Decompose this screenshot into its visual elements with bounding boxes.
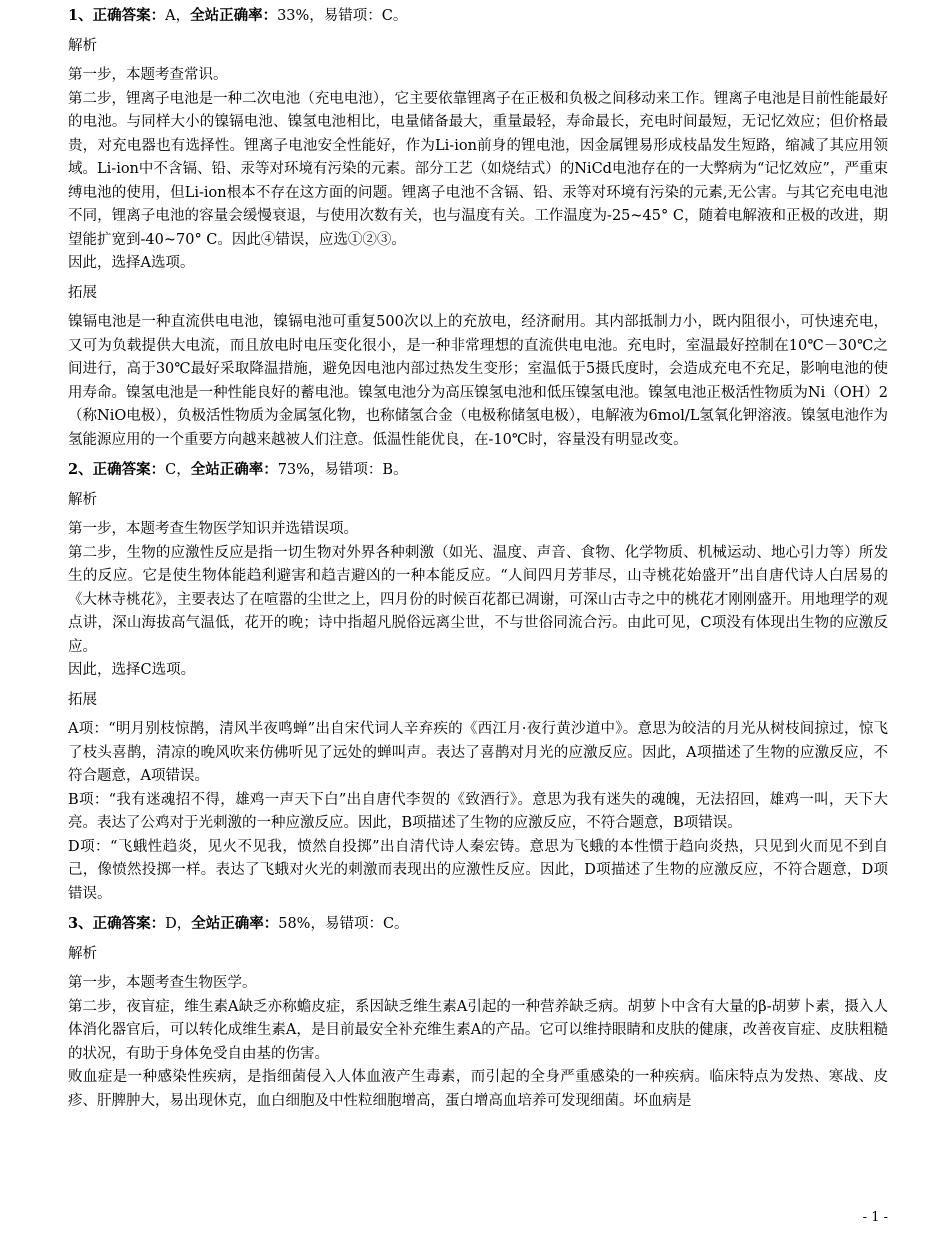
question-3: [68, 912, 888, 1113]
question-2: [68, 458, 888, 906]
analysis-paragraph: 败血症是一种感染性疾病，是指细菌侵入人体血液产生毒素，而引起的全身严重感染的一种疾病。临床特点为发热、寒战、皮疹、肝脾肿大，易出现休克，血白细胞及中性粒细胞增高，蛋白增高血培养可发现细菌。坏血病是: [68, 1069, 888, 1109]
answer-label: 正确答案：: [92, 915, 166, 932]
analysis-paragraph: 因此，选择A选项。: [68, 255, 195, 271]
extend-paragraph: B项：“我有迷魂招不得，雄鸡一声天下白”出自唐代李贺的《致酒行》。意思为我有迷失的魂魄，无法招回，雄鸡一叫，天下大亮。表达了公鸡对于光刺激的一种应激反应。因此，B项描述了生物的应激反应，不符合题意，B项错误。: [68, 791, 888, 831]
extend-heading: 拓展: [68, 691, 97, 708]
answer-line: [68, 4, 888, 29]
rate-value: 73%，易错项：B。: [277, 462, 408, 478]
rate-value: 33%，易错项：C。: [277, 8, 408, 24]
answer-label: 正确答案：: [92, 7, 166, 24]
analysis-paragraph: 因此，选择C选项。: [68, 662, 196, 678]
answer-value: A，: [165, 8, 191, 24]
question-1: [68, 4, 888, 452]
question-number: 3、: [68, 915, 93, 932]
analysis-paragraph: 第一步，本题考查常识。: [68, 67, 228, 83]
rate-label: 全站正确率：: [191, 915, 279, 932]
question-number: 1、: [68, 7, 93, 24]
analysis-paragraph: 第二步，夜盲症，维生素A缺乏亦称蟾皮症，系因缺乏维生素A引起的一种营养缺乏病。胡萝卜中含有大量的β-胡萝卜素，摄入人体消化器官后，可以转化成维生素A，是目前最安全补充维生素A的产品。它可以维持眼睛和皮肤的健康，改善夜盲症、皮肤粗糙的状况，有助于身体免受自由基的伤害。: [68, 998, 888, 1062]
rate-label: 全站正确率：: [190, 461, 278, 478]
analysis-paragraph: 第二步，锂离子电池是一种二次电池（充电电池），它主要依靠锂离子在正极和负极之间移动来工作。锂离子电池是目前性能最好的电池。与同样大小的镍镉电池、镍氢电池相比，电量储备最大，重量最轻，寿命最长，充电时间最短，无记忆效应；但价格最贵，对充电器也有选择性。锂离子电池安全性能好，作为Li-ion前身的锂电池，因金属锂易形成枝晶发生短路，缩减了其应用领域。Li-ion中不含镉、铅、汞等对环境有污染的元素。部分工艺（如烧结式）的NiCd电池存在的一大弊病为“记忆效应”，严重束缚电池的使用，但Li-ion根本不存在这方面的问题。锂离子电池不含镉、铅、汞等对环境有污染的元素,无公害。与其它充电电池不同，锂离子电池的容量会缓慢衰退，与使用次数有关，也与温度有关。工作温度为-25~45° C，随着电解液和正极的改进，期望能扩宽到-40~70° C。因此④错误，应选①②③。: [68, 90, 888, 248]
question-number: 2、: [68, 461, 93, 478]
rate-value: 58%，易错项：C。: [278, 916, 409, 932]
analysis-paragraph: 第一步，本题考查生物医学知识并选错误项。: [68, 521, 358, 537]
answer-label: 正确答案：: [92, 461, 166, 478]
answer-value: D，: [165, 916, 192, 932]
answer-value: C，: [165, 462, 191, 478]
extend-heading: 拓展: [68, 284, 97, 301]
analysis-heading: 解析: [68, 945, 97, 962]
extend-paragraph: D项：“飞蛾性趋炎，见火不见我，愤然自投掷”出自清代诗人秦宏铸。意思为飞蛾的本性惯于趋向炎热，只见到火而见不到自己，像愤然投掷一样。表达了飞蛾对火光的刺激而表现出的应激性反应。因此，D项描述了生物的应激反应，不符合题意，D项错误。: [68, 838, 888, 902]
analysis-heading: 解析: [68, 37, 97, 54]
analysis-paragraph: 第二步，生物的应激性反应是指一切生物对外界各种刺激（如光、温度、声音、食物、化学物质、机械运动、地心引力等）所发生的反应。它是使生物体能趋利避害和趋吉避凶的一种本能反应。“人间四月芳菲尽，山寺桃花始盛开”出自唐代诗人白居易的《大林寺桃花》，主要表达了在喧嚣的尘世之上，四月份的时候百花都已凋谢，可深山古寺之中的桃花才刚刚盛开。用地理学的观点讲，深山海拔高气温低，花开的晚；诗中指超凡脱俗远离尘世，不与世俗同流合污。由此可见，C项没有体现出生物的应激反应。: [68, 544, 888, 655]
extend-paragraph: 镍镉电池是一种直流供电电池，镍镉电池可重复500次以上的充放电，经济耐用。其内部抵制力小，既内阻很小，可快速充电，又可为负载提供大电流，而且放电时电压变化很小，是一种非常理想的直流供电电池。充电时，室温最好控制在10℃－30℃之间进行，高于30℃最好采取降温措施，避免因电池内部过热发生变形；室温低于5摄氏度时，会造成充电不充足，影响电池的使用寿命。镍氢电池是一种性能良好的蓄电池。镍氢电池分为高压镍氢电池和低压镍氢电池。镍氢电池正极活性物质为Ni（OH）2（称NiO电极），负极活性物质为金属氢化物，也称储氢合金（电极称储氢电极），电解液为6mol/L氢氧化钾溶液。镍氢电池作为氢能源应用的一个重要方向越来越被人们注意。低温性能优良，在-10℃时，容量没有明显改变。: [68, 314, 888, 448]
analysis-paragraph: 第一步，本题考查生物医学。: [68, 975, 257, 991]
analysis-heading: 解析: [68, 491, 97, 508]
extend-paragraph: A项：“明月别枝惊鹊，清风半夜鸣蝉”出自宋代词人辛弃疾的《西江月·夜行黄沙道中》。意思为皎洁的月光从树枝间掠过，惊飞了枝头喜鹊，清凉的晚风吹来仿佛听见了远处的蝉叫声。表达了喜鹊对月光的应激反应。因此，A项描述了生物的应激反应，不符合题意，A项错误。: [68, 721, 888, 784]
rate-label: 全站正确率：: [190, 7, 278, 24]
answer-line: [68, 912, 888, 937]
answer-line: [68, 458, 888, 483]
page-number: - 1 -: [862, 1209, 888, 1225]
